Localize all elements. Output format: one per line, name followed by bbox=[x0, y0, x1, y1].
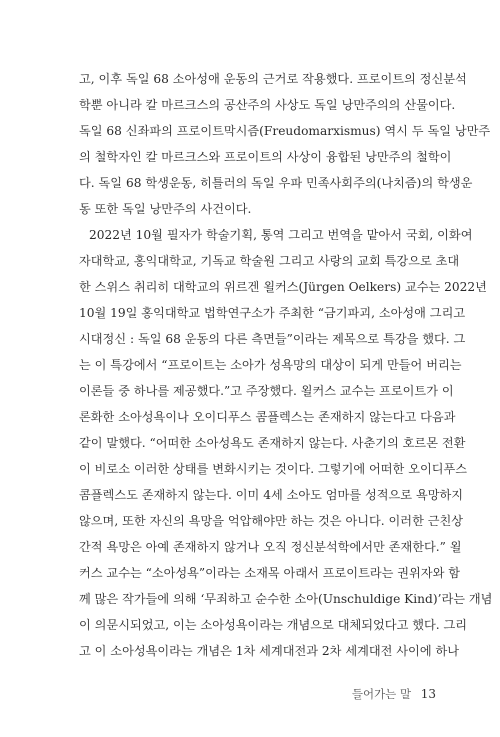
body-text-line: 콤플렉스도 존재하지 않는다. 이미 4세 소아도 엄마를 성적으로 욕망하지 bbox=[79, 488, 464, 502]
body-text-line: 커스 교수는 “소아성욕”이라는 소재목 아래서 프로이트라는 권위자와 함 bbox=[79, 566, 460, 580]
body-text-line: 간적 욕망은 아예 존재하지 않거나 오직 정신분석학에서만 존재한다.” 욀 bbox=[79, 540, 462, 554]
body-text-line: 한 스위스 취리히 대학교의 위르겐 욀커스(Jürgen Oelkers) 교수는 2022년 bbox=[79, 280, 487, 294]
body-text-line: 론화한 소아성욕이나 오이디푸스 콤플렉스는 존재하지 않는다고 다음과 bbox=[79, 410, 456, 424]
body-text-line: 이론들 중 하나를 제공했다.”고 주장했다. 욀커스 교수는 프로이트가 이 bbox=[79, 384, 454, 398]
body-text-line: 않으며, 또한 자신의 욕망을 억압해야만 하는 것은 아니다. 이러한 근친상 bbox=[79, 514, 464, 528]
body-text-line: 고, 이후 독일 68 소아성애 운동의 근거로 작용했다. 프로이트의 정신분석 bbox=[79, 72, 467, 86]
body-text-line: 이 의문시되었고, 이는 소아성욕이라는 개념으로 대체되었다고 했다. 그리 bbox=[79, 618, 468, 632]
body-text-line: 는 이 특강에서 “프로이트는 소아가 성욕망의 대상이 되게 만들어 버리는 bbox=[79, 358, 462, 372]
body-text-line: 2022년 10월 필자가 학술기획, 통역 그리고 번역을 맡아서 국회, 이화여 bbox=[89, 228, 473, 242]
body-text-line: 다. 독일 68 학생운동, 히틀러의 독일 우파 민족사회주의(나치즘)의 학생운 bbox=[79, 176, 473, 190]
body-text-line: 께 많은 작가들에 의해 ‘무죄하고 순수한 소아(Unschuldige Kind)’라는 개념 bbox=[79, 592, 493, 606]
body-text-line: 동 또한 독일 낭만주의 사건이다. bbox=[79, 202, 252, 216]
body-text-line: 의 철학자인 칼 마르크스와 프로이트의 사상이 융합된 낭만주의 철학이 bbox=[79, 150, 452, 164]
body-text-line: 10월 19일 홍익대학교 법학연구소가 주최한 “금기파괴, 소아성애 그리고 bbox=[79, 306, 466, 320]
page-footer bbox=[352, 686, 436, 702]
body-text-line: 독일 68 신좌파의 프로이트막시즘(Freudomarxismus) 역시 두 독일 낭만주 bbox=[79, 124, 491, 138]
body-text-line: 자대학교, 홍익대학교, 기독교 학술원 그리고 사랑의 교회 특강으로 초대 bbox=[79, 254, 460, 268]
page-number: 13 bbox=[420, 687, 436, 701]
body-text-line: 같이 말했다. “어떠한 소아성욕도 존재하지 않는다. 사춘기의 호르몬 전환 bbox=[79, 436, 466, 450]
body-text-line: 고 이 소아성욕이라는 개념은 1차 세계대전과 2차 세계대전 사이에 하나 bbox=[79, 644, 460, 658]
body-text-line: 학뿐 아니라 칼 마르크스의 공산주의 사상도 독일 낭만주의의 산물이다. bbox=[79, 98, 456, 112]
running-section-title: 들어가는 말 bbox=[351, 687, 412, 701]
body-text-line: 이 비로소 이러한 상태를 변화시키는 것이다. 그렇기에 어떠한 오이디푸스 bbox=[79, 462, 468, 476]
body-text-line: 시대정신 : 독일 68 운동의 다른 측면들”이라는 제목으로 특강을 했다. 그 bbox=[79, 332, 466, 346]
